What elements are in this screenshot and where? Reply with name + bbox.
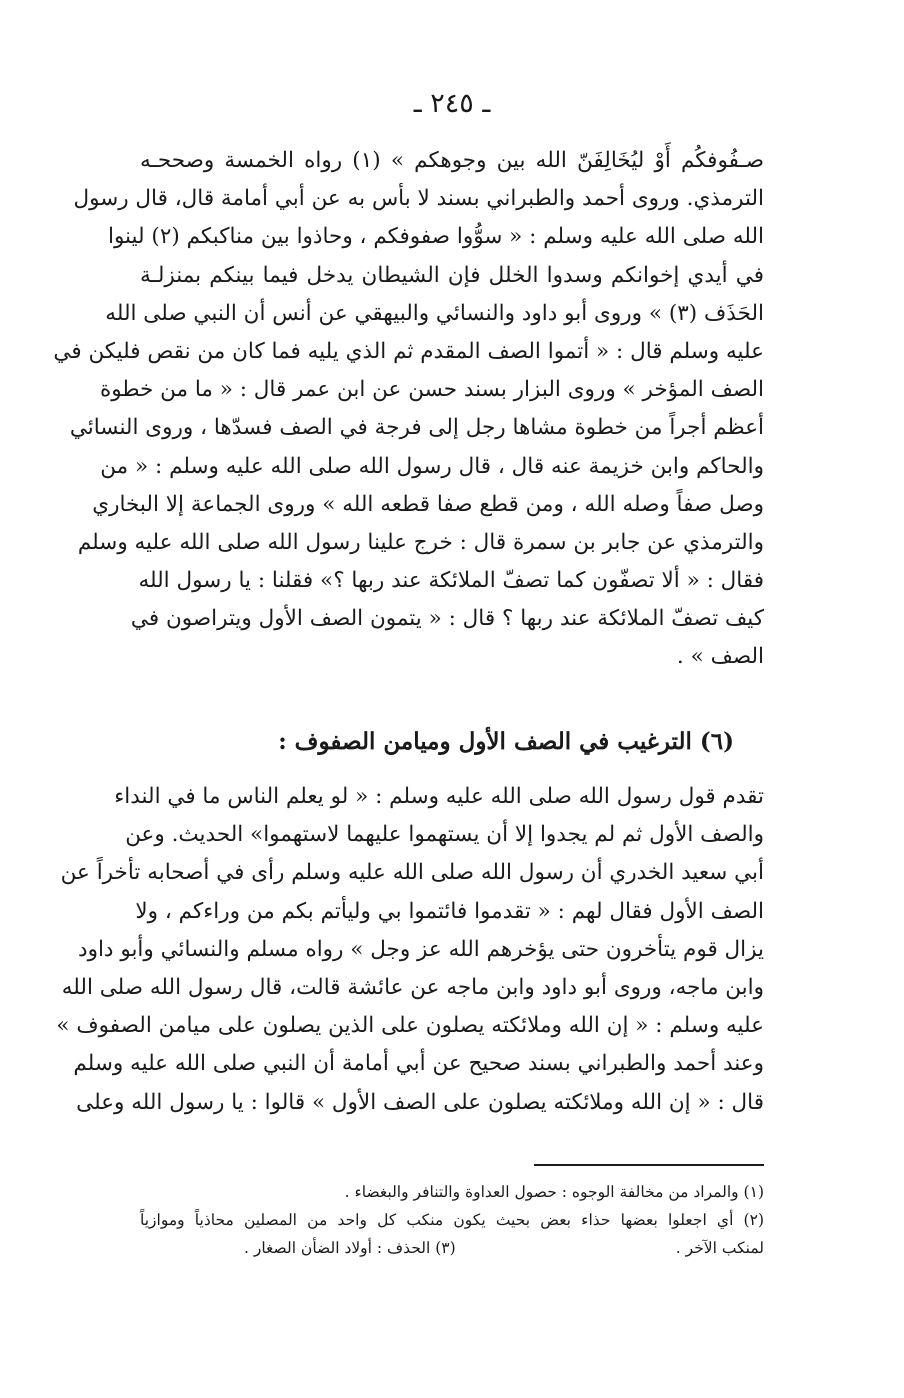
text-line: أعظم أجراً من خطوة مشاها رجل إلى فرجة في الصف فسدّها ، وروى النسائي [69, 415, 764, 441]
text-line: الترمذي. وروى أحمد والطبراني بسند لا بأس به عن أبي أمامة قال، قال رسول [73, 186, 764, 212]
text-line: يزال قوم يتأخرون حتى يؤخرهم الله عز وجل » رواه مسلم والنسائي وأبو داود [78, 936, 764, 962]
text-line: الله صلى الله عليه وسلم : « سوُّوا صفوفكم ، وحاذوا بين مناكبكم (٢) لينوا [107, 224, 764, 250]
text-line: في أيدي إخوانكم وسدوا الخلل فإن الشيطان يدخل فيما بينكم بمنزلـة [140, 262, 764, 288]
text-line: الحَذَف (٣) » وروى أبو داود والنسائي والبيهقي عن أنس أن النبي صلى الله [105, 300, 764, 326]
paragraph-2 [56, 778, 764, 1122]
text-line: وصل صفاً وصله الله ، ومن قطع صفا قطعه الله » وروى الجماعة إلا البخاري [92, 491, 764, 517]
text-line: الصف الأول فقال لهم : « تقدموا فائتموا بي وليأتم بكم من وراءكم ، ولا [135, 898, 764, 924]
text-line: فقال : « ألا تصفّون كما تصفّ الملائكة عند ربها ؟» فقلنا : يا رسول الله [138, 568, 764, 594]
footnote-row [140, 1234, 764, 1262]
text-line: الصف » . [676, 644, 764, 670]
footnote-divider [534, 1164, 764, 1166]
text-line: صـفُوفكُم أَوْ ليُخَالِفَنّ الله بين وجوهكم » (١) رواه الخمسة وصححـه [140, 148, 764, 173]
text-line: والصف الأول ثم لم يجدوا إلا أن يستهموا عليهما لاستهموا» الحديث. وعن [125, 822, 764, 848]
paragraph-1 [53, 142, 764, 677]
text-line: قال : « إن الله وملائكته يصلون على الصف الأول » قالوا : يا رسول الله وعلى [76, 1089, 764, 1115]
text-line: عليه وسلم : « إن الله وملائكته يصلون على الذين يصلون على ميامن الصفوف » [56, 1013, 764, 1039]
text-line: وعند أحمد والطبراني بسند صحيح عن أبي أمامة أن النبي صلى الله عليه وسلم [73, 1051, 764, 1077]
text-line: أبي سعيد الخدري أن رسول الله صلى الله عليه وسلم رأى في أصحابه تأخراً عن [60, 860, 764, 886]
text-line: كيف تصفّ الملائكة عند ربها ؟ قال : « يتمون الصف الأول ويتراصون في [130, 606, 764, 632]
footnote-2: (٢) أي اجعلوا بعضها حذاء بعض بحيث يكون منكب كل واحد من المصلين محاذياً وموازياً [140, 1211, 764, 1229]
text-line: تقدم قول رسول الله صلى الله عليه وسلم : « لو يعلم الناس ما في النداء [114, 784, 764, 809]
text-line: وابن ماجه، وروى أبو داود وابن ماجه عن عائشة قالت، قال رسول الله صلى الله [61, 974, 764, 1000]
section-heading: (٦) الترغيب في الصف الأول وميامن الصفوف : [278, 728, 734, 755]
page-number: ـ ٢٤٥ ـ [413, 88, 491, 119]
text-line: والحاكم وابن خزيمة عنه قال ، قال رسول الله صلى الله عليه وسلم : « من [100, 453, 764, 479]
footnote-3: (٣) الحذف : أولاد الضأن الصغار . [244, 1239, 456, 1257]
text-line: والترمذي عن جابر بن سمرة قال : خرج علينا رسول الله صلى الله عليه وسلم [77, 529, 764, 555]
text-line: عليه وسلم قال : « أتموا الصف المقدم ثم الذي يليه فما كان من نقص فليكن في [53, 338, 764, 364]
footnote-2-continuation: لمنكب الآخر . [675, 1239, 764, 1257]
footnote-1: (١) والمراد من مخالفة الوجوه : حصول العداوة والتنافر والبغضاء . [344, 1183, 764, 1201]
text-line: الصف المؤخر » وروى البزار بسند حسن عن ابن عمر قال : « ما من خطوة [99, 377, 764, 403]
footnotes [140, 1178, 764, 1262]
